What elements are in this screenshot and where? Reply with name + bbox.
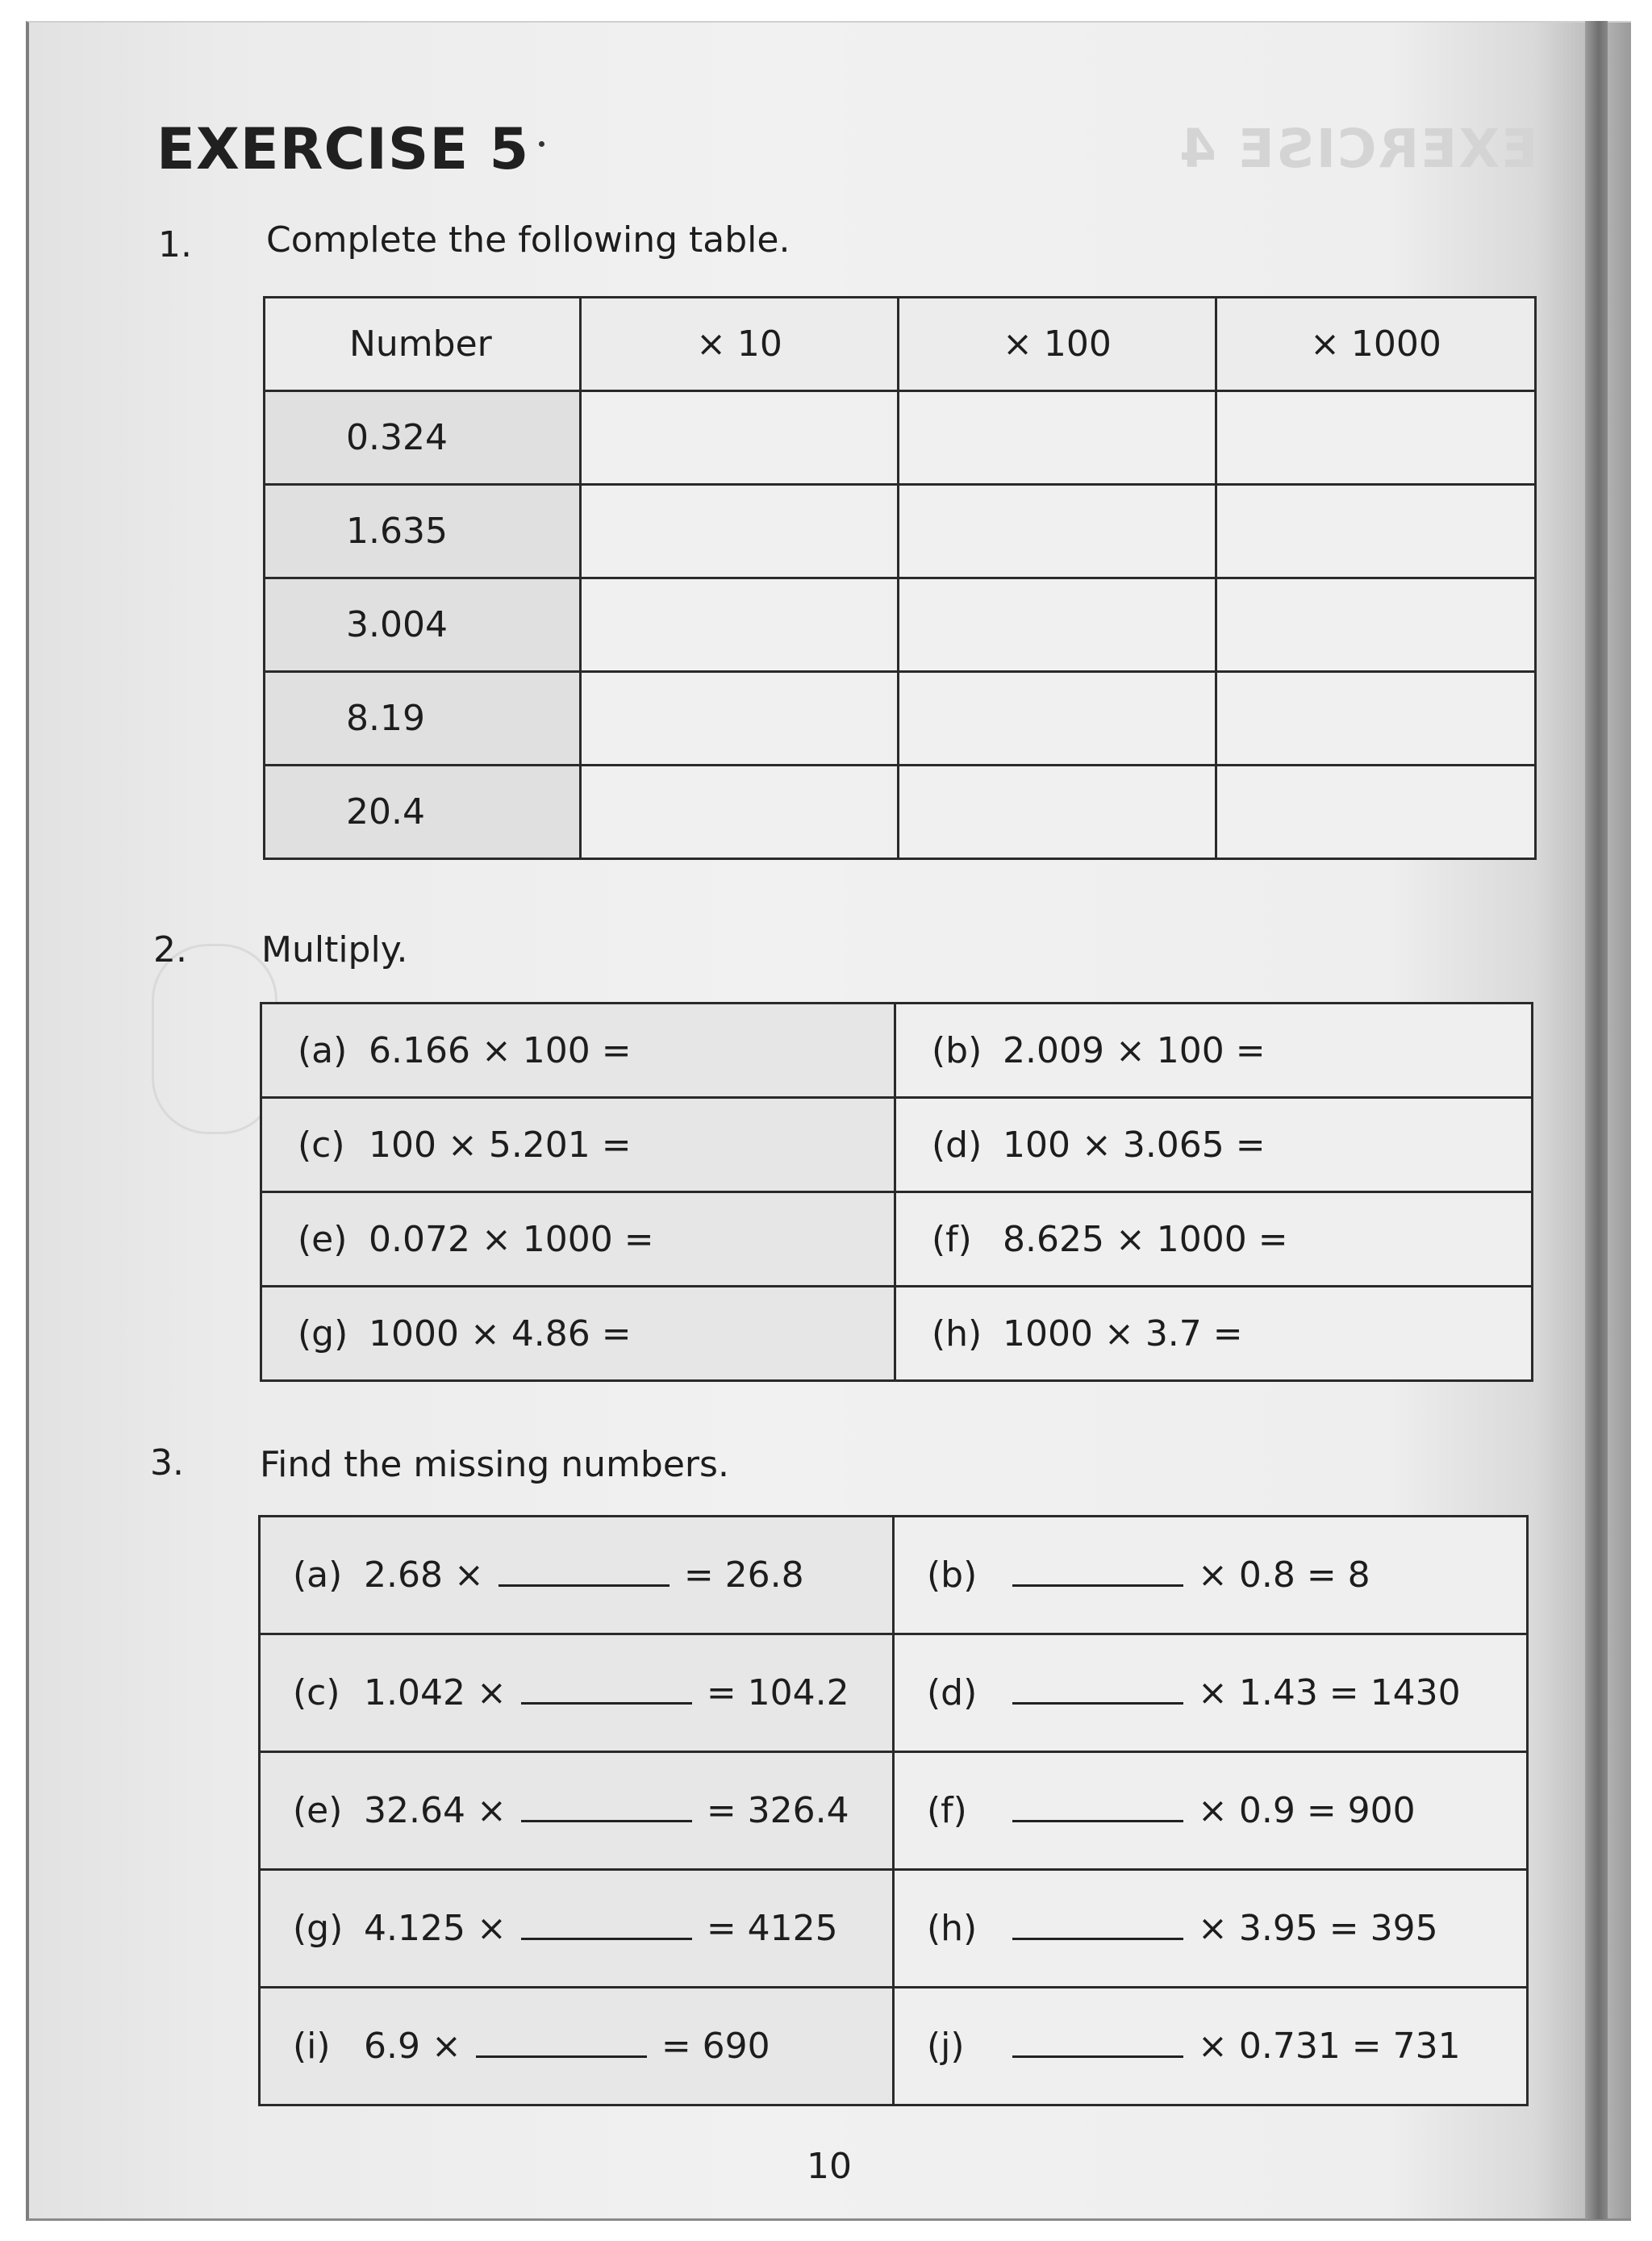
item-expression-before: 1.042 × bbox=[364, 1672, 507, 1713]
header-times-1000: × 1000 bbox=[1216, 298, 1536, 391]
item-expression: 1000 × 4.86 = bbox=[369, 1312, 632, 1354]
table-row bbox=[265, 578, 1536, 672]
answer-blank[interactable] bbox=[499, 1578, 670, 1587]
item-expression: 2.009 × 100 = bbox=[1003, 1029, 1266, 1071]
item-expression: 6.166 × 100 = bbox=[369, 1029, 632, 1071]
q2-instruction: Multiply. bbox=[261, 929, 408, 970]
answer-cell-times-10[interactable] bbox=[581, 578, 899, 672]
q2-item-c bbox=[261, 1098, 895, 1192]
table-row bbox=[261, 1287, 1533, 1381]
answer-cell-times-10[interactable] bbox=[581, 766, 899, 859]
answer-blank[interactable] bbox=[1012, 1696, 1183, 1705]
item-expression-after: × 3.95 = 395 bbox=[1198, 1908, 1438, 1949]
item-expression: 0.072 × 1000 = bbox=[369, 1218, 654, 1260]
answer-blank[interactable] bbox=[521, 1813, 692, 1822]
table-row bbox=[260, 1634, 1528, 1752]
table-row bbox=[260, 1870, 1528, 1988]
item-label: (e) bbox=[293, 1790, 343, 1831]
table-row bbox=[265, 391, 1536, 485]
table-row bbox=[260, 1517, 1528, 1634]
item-expression-after: × 1.43 = 1430 bbox=[1198, 1672, 1461, 1713]
q2-item-d bbox=[895, 1098, 1533, 1192]
item-expression-after: = 4125 bbox=[706, 1908, 838, 1949]
answer-cell-times-1000[interactable] bbox=[1216, 391, 1536, 485]
q3-item-b bbox=[894, 1517, 1528, 1634]
answer-blank[interactable] bbox=[521, 1696, 692, 1705]
item-expression-before: 2.68 × bbox=[364, 1555, 484, 1596]
answer-blank[interactable] bbox=[521, 1931, 692, 1940]
item-expression-after: = 104.2 bbox=[706, 1672, 849, 1713]
q2-item-h bbox=[895, 1287, 1533, 1381]
table-row bbox=[260, 1752, 1528, 1870]
item-label: (d) bbox=[932, 1124, 982, 1166]
q1-instruction: Complete the following table. bbox=[266, 219, 791, 261]
table-row bbox=[265, 485, 1536, 578]
table-row bbox=[261, 1004, 1533, 1098]
header-times-100: × 100 bbox=[899, 298, 1216, 391]
show-through-illustration bbox=[152, 944, 277, 1134]
q2-number: 2. bbox=[153, 929, 187, 970]
item-expression: 100 × 5.201 = bbox=[369, 1124, 632, 1166]
item-expression-after: = 26.8 bbox=[683, 1555, 804, 1596]
item-expression-after: = 326.4 bbox=[706, 1790, 849, 1831]
title-dot bbox=[539, 141, 544, 147]
q1-number: 1. bbox=[158, 224, 192, 265]
answer-cell-times-100[interactable] bbox=[899, 485, 1216, 578]
q2-item-a bbox=[261, 1004, 895, 1098]
page-number: 10 bbox=[807, 2146, 852, 2187]
q1-table bbox=[263, 296, 1537, 860]
item-expression: 1000 × 3.7 = bbox=[1003, 1312, 1243, 1354]
row-number: 20.4 bbox=[265, 766, 581, 859]
q3-item-i bbox=[260, 1988, 894, 2105]
item-label: (f) bbox=[927, 1790, 967, 1831]
answer-blank[interactable] bbox=[1012, 1813, 1183, 1822]
item-expression-before: 32.64 × bbox=[364, 1790, 507, 1831]
q3-item-g bbox=[260, 1870, 894, 1988]
item-label: (c) bbox=[298, 1124, 345, 1166]
header-times-10: × 10 bbox=[581, 298, 899, 391]
item-label: (d) bbox=[927, 1672, 978, 1713]
item-label: (g) bbox=[293, 1908, 344, 1949]
answer-cell-times-100[interactable] bbox=[899, 766, 1216, 859]
q3-table bbox=[258, 1515, 1529, 2106]
row-number: 3.004 bbox=[265, 578, 581, 672]
table-row bbox=[260, 1988, 1528, 2105]
table-row bbox=[265, 766, 1536, 859]
item-expression-before: 6.9 × bbox=[364, 2026, 461, 2067]
item-label: (e) bbox=[298, 1218, 348, 1260]
item-expression-after: × 0.8 = 8 bbox=[1198, 1555, 1370, 1596]
item-expression: 8.625 × 1000 = bbox=[1003, 1218, 1288, 1260]
item-label: (h) bbox=[927, 1908, 978, 1949]
exercise-title: EXERCISE 5 bbox=[156, 116, 530, 182]
answer-cell-times-10[interactable] bbox=[581, 485, 899, 578]
answer-blank[interactable] bbox=[1012, 1931, 1183, 1940]
answer-cell-times-100[interactable] bbox=[899, 578, 1216, 672]
q3-item-d bbox=[894, 1634, 1528, 1752]
item-label: (f) bbox=[932, 1218, 972, 1260]
item-expression: 100 × 3.065 = bbox=[1003, 1124, 1266, 1166]
row-number: 0.324 bbox=[265, 391, 581, 485]
answer-cell-times-10[interactable] bbox=[581, 391, 899, 485]
q3-item-e bbox=[260, 1752, 894, 1870]
q3-item-c bbox=[260, 1634, 894, 1752]
item-label: (a) bbox=[298, 1029, 348, 1071]
item-label: (i) bbox=[293, 2026, 331, 2067]
answer-cell-times-100[interactable] bbox=[899, 391, 1216, 485]
item-label: (c) bbox=[293, 1672, 340, 1713]
answer-blank[interactable] bbox=[1012, 2049, 1183, 2058]
q2-item-g bbox=[261, 1287, 895, 1381]
row-number: 8.19 bbox=[265, 672, 581, 766]
q3-instruction: Find the missing numbers. bbox=[260, 1444, 729, 1485]
answer-cell-times-100[interactable] bbox=[899, 672, 1216, 766]
q3-number: 3. bbox=[150, 1442, 184, 1484]
item-label: (b) bbox=[932, 1029, 982, 1071]
item-label: (h) bbox=[932, 1312, 982, 1354]
header-number: Number bbox=[265, 298, 581, 391]
answer-cell-times-1000[interactable] bbox=[1216, 672, 1536, 766]
answer-blank[interactable] bbox=[1012, 1578, 1183, 1587]
answer-cell-times-10[interactable] bbox=[581, 672, 899, 766]
table-row bbox=[265, 672, 1536, 766]
show-through-title: EXERCISE 4 bbox=[1178, 118, 1538, 180]
q2-item-f bbox=[895, 1192, 1533, 1287]
q2-table bbox=[260, 1002, 1533, 1382]
q2-item-b bbox=[895, 1004, 1533, 1098]
q1-header-row bbox=[265, 298, 1536, 391]
table-row bbox=[261, 1098, 1533, 1192]
q2-item-e bbox=[261, 1192, 895, 1287]
answer-cell-times-1000[interactable] bbox=[1216, 485, 1536, 578]
item-label: (b) bbox=[927, 1555, 978, 1596]
book-spine bbox=[1585, 21, 1608, 2219]
answer-cell-times-1000[interactable] bbox=[1216, 578, 1536, 672]
q3-item-f bbox=[894, 1752, 1528, 1870]
item-label: (j) bbox=[927, 2026, 965, 2067]
q3-item-a bbox=[260, 1517, 894, 1634]
q3-item-j bbox=[894, 1988, 1528, 2105]
answer-cell-times-1000[interactable] bbox=[1216, 766, 1536, 859]
item-expression-before: 4.125 × bbox=[364, 1908, 507, 1949]
answer-blank[interactable] bbox=[476, 2049, 647, 2058]
row-number: 1.635 bbox=[265, 485, 581, 578]
item-expression-after: × 0.731 = 731 bbox=[1198, 2026, 1461, 2067]
item-label: (a) bbox=[293, 1555, 343, 1596]
item-expression-after: × 0.9 = 900 bbox=[1198, 1790, 1416, 1831]
item-label: (g) bbox=[298, 1312, 348, 1354]
table-row bbox=[261, 1192, 1533, 1287]
q3-item-h bbox=[894, 1870, 1528, 1988]
item-expression-after: = 690 bbox=[661, 2026, 770, 2067]
